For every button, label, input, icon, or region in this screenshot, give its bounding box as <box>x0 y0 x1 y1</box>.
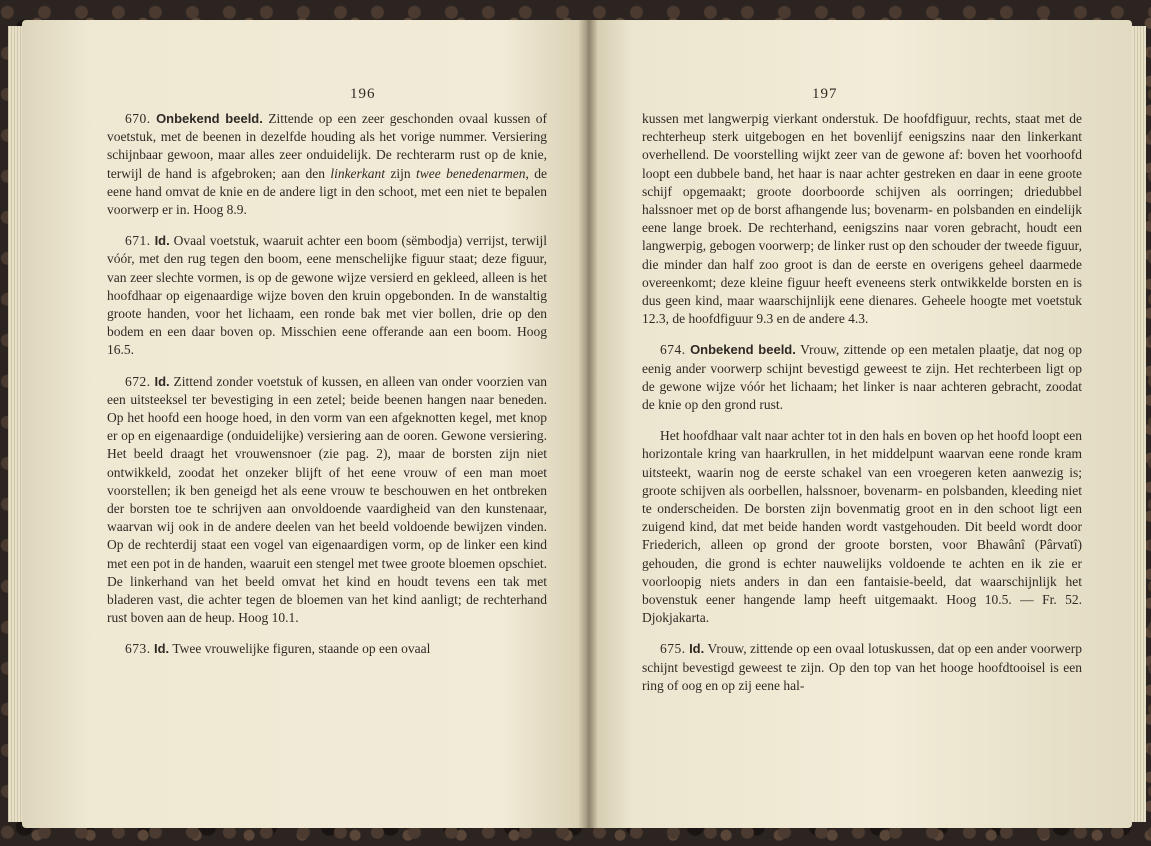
page-edges-left <box>8 26 22 822</box>
page-number-left: 196 <box>350 86 376 102</box>
entry-text: Twee vrouwelijke figuren, staande op een ovaal <box>172 641 431 657</box>
paragraph-672 <box>107 373 547 628</box>
right-page <box>587 20 1132 828</box>
entry-number: 671. <box>125 233 151 249</box>
entry-heading: Id. <box>154 373 170 389</box>
entry-heading: Id. <box>154 233 170 249</box>
paragraph-674 <box>642 341 1082 414</box>
entry-heading: Onbekend beeld. <box>690 342 796 358</box>
entry-text: Vrouw, zittende op een ovaal lotuskussen, dat op een ander voorwerp schijnt bevestigd geweest te zijn. Op den top van het hooge hoofdtooisel is een ring of oog en op zij eene hal- <box>642 641 1082 693</box>
entry-italic: linkerkant <box>330 165 386 181</box>
left-page-text <box>107 110 547 672</box>
entry-number: 674. <box>660 342 686 358</box>
entry-text: , de eene hand omvat de knie en de andere ligt in den schoot, met een niet te bepalen voorwerp er in. Hoog 8.9. <box>107 165 548 218</box>
entry-heading: Id. <box>154 641 170 657</box>
paragraph-674-second <box>642 427 1082 627</box>
paragraph-673 <box>107 640 547 658</box>
right-page-text <box>642 110 1082 708</box>
entry-text: Het hoofdhaar valt naar achter tot in den hals en boven op het hoofd loopt een horizontale kring van haarkrullen, in het middelpunt waarvan eene ronde kram uitsteekt, waarin nog de eerste schakel van een vroegeren keten aanwezig is; groote schijven als oorbellen, halssnoer, bovenarm- en polsbanden, kleeding niet te onderscheiden. De borsten zijn bovenmatig groot en in den schoot ligt een zuigend kind, dat met beide handen wordt vastgehouden. Dit beeld wordt door Friederich, alleen op grond der groote borsten, voor Bhawânî (Pârvatî) gehouden, die grond is echter nauwelijks voldoende te achten en ik zie er voorloopig niets anders in dan een fantaisie-beeld, dat waarschijnlijk het bovenstuk eener hangende lamp heeft uitgemaakt. Hoog 10.5. — Fr. 52. Djokjakarta. <box>642 428 1082 626</box>
paragraph-670 <box>107 110 547 219</box>
entry-number: 673. <box>125 641 151 657</box>
entry-text: Ovaal voetstuk, waaruit achter een boom (sëmbodja) verrijst, terwijl vóór, met den rug tegen den boom, eene menschelijke figuur staat; deze figuur, van zeer slechte vormen, is op de gewone wijze versierd en gekleed, alleen is het hoofdhaar op eigenaardige wijze boven den kruin opgebonden. In de wanstaltig groote handen, voor het lichaam, een ronde bak met vier bollen, drie op den bodem en een daar boven op. Misschien eene offerande aan een boom. Hoog 16.5. <box>107 233 547 358</box>
open-book <box>22 20 1132 832</box>
book-gutter <box>578 20 598 828</box>
paragraph-675 <box>642 640 1082 695</box>
entry-text: Zittend zonder voetstuk of kussen, en alleen van onder voorzien van een uitsteeksel ter bevestiging in een zetel; beide beenen hangen naar beneden. Op het hoofd een hooge hoed, in den vorm van een afgeknotten kegel, met knop er op en eigenaardige (onduidelijke) versiering aan de ooren. Gewone versiering. Het beeld draagt het vrouwensnoer (zie pag. 2), maar de borsten zijn niet ontwikkeld, zoodat het onzeker blijft of het eene vrouw of een man moet voorstellen; ik ben geneigd het als eene vrouw te beschouwen en het ontbreken der borsten toe te schrijven aan onvoldoende vaardigheid van den kunstenaar, waarvan wij ook in de andere deelen van het beeld voldoende bewijzen vinden. Op de rechterdij staat een vogel van eigenaardigen vorm, op de linker een kind met een pot in de handen, waaruit een stengel met twee groote bloemen opschiet. De linkerhand van het beeld omvat het kind en houdt tevens een tak met bladeren vast, die achter tegen de bloemen van het kind aanligt; de rechterhand rust boven aan de heup. Hoog 10.1. <box>107 373 548 626</box>
left-page <box>22 20 587 828</box>
entry-heading: Onbekend beeld. <box>156 111 263 126</box>
paragraph-671 <box>107 232 547 359</box>
entry-number: 672. <box>125 373 151 389</box>
page-edges-right <box>1132 26 1146 822</box>
entry-number: 670. <box>125 111 151 126</box>
entry-text: zijn <box>385 165 416 181</box>
entry-text: Zittende op een zeer geschonden ovaal kussen of voetstuk, met de beenen in dezelfde houding als het vorige nummer. Versiering schijnbaar gewoon, maar alles zeer onduidelijk. De rechterarm rust op de knie, terwijl de hand is afgebroken; aan den <box>107 111 547 181</box>
page-number-right: 197 <box>812 86 838 102</box>
paragraph-673-continued: kussen met langwerpig vierkant onderstuk. De hoofdfiguur, rechts, staat met de rechterheup sterk uitgebogen en het bovenlijf eenigszins naar den linkerkant overhellend. De voorstelling wijkt zeer van de gewone af: boven het voorhoofd loopt een dubbele band, het haar is naar achter gestreken en daar in eene groote schijf opgemaakt; groote doorboorde schijven als oorringen; driedubbel halssnoer met op de borst afhangende lus; bovenarm- en polsbanden en eindelijk eene lange broek. De rechterhand, eenigszins naar voren gebracht, houdt een langwerpig, gebogen voorwerp; de linker rust op den schouder der tweede figuur, die minder dan half zoo groot is dan de eerste en overigens geheel daarmede overeenkomt; deze kleine figuur heeft eveneens sterk ontwikkelde borsten en is dus geen kind, maar waarschijnlijk eene dienares. Geheele hoogte met voetstuk 12.3, de hoofdfiguur 9.3 en de andere 4.3. <box>642 111 1082 327</box>
entry-number: 675. <box>660 641 686 657</box>
entry-heading: Id. <box>689 641 705 657</box>
entry-text: Vrouw, zittende op een metalen plaatje, dat nog op eenig ander voorwerp schijnt bevestigd geweest te zijn. Het rechterbeen ligt op de gewone wijze vóór het lichaam; het linker is naar achteren gebracht, zoodat de knie op den grond rust. <box>642 342 1083 413</box>
entry-italic: twee benedenarmen <box>415 165 526 181</box>
